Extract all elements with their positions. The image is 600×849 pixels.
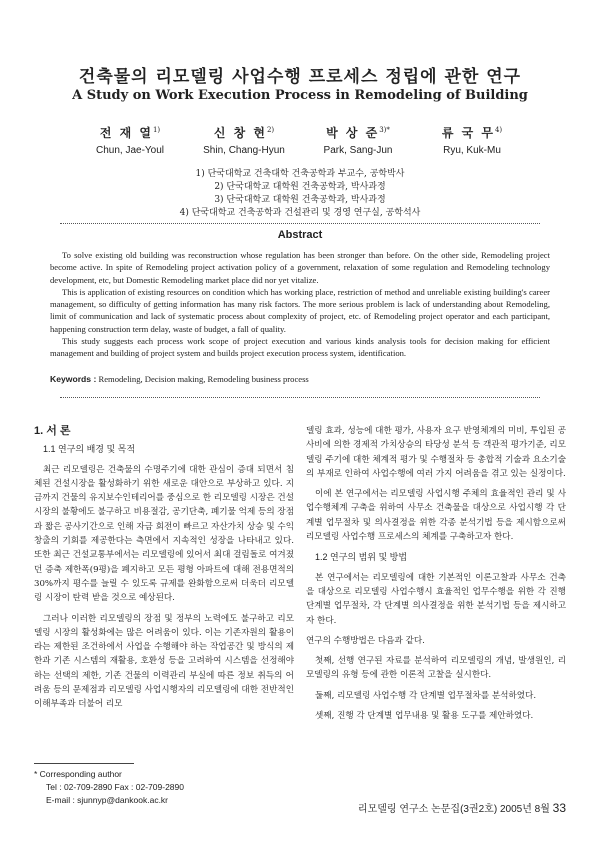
footnote-corresponding: * Corresponding author: [34, 769, 122, 779]
keywords-label: Keywords :: [50, 374, 97, 384]
author-3-name-en: Park, Sang-Jun: [323, 145, 393, 156]
method-item-2: 둘째, 리모델링 사업수행 각 단계별 업무절차를 분석하였다.: [315, 690, 537, 701]
affiliation-3: 3) 단국대학교 대학원 건축공학과, 박사과정: [214, 195, 386, 205]
method-item-3: 셋째, 진행 각 단계별 업무내용 및 활용 도구를 제안하였다.: [315, 711, 534, 722]
section-1-2-heading: 1.2 연구의 범위 및 방법: [315, 552, 408, 563]
abstract-bottom-divider: [60, 397, 540, 398]
abstract-paragraph-3: This study suggests each process work scope of project execution and various kinds analysis tools for decision making for efficient management and building of project system and builds project execution process system, identification.: [50, 336, 550, 359]
section-1-heading: 1. 서 론: [34, 425, 71, 437]
section-1-1-paragraph-3: 델링 효과, 성능에 대한 평가, 사용자 요구 반영체계의 미비, 투입된 공사비에 의한 경제적 가치상승의 타당성 분석 등 객관적 평가기준, 리모델링 주기에 대한 체계적 평가 및 수행절차 등 총합적 기술과 요소기술의 부재로 인하여 사업수행에 여러 가지 어려움을 겪고 있는 실정이다.: [306, 426, 566, 479]
paper-title-english: A Study on Work Execution Process in Remodeling of Building: [72, 88, 528, 103]
author-1-mark: 1): [152, 126, 161, 134]
section-1-1-paragraph-1: 최근 리모델링은 건축물의 수명주기에 대한 관심이 증대 되면서 침체된 건설시장을 활성화하기 위한 새로운 대안으로 부상하고 있다. 지금까지 건물의 유지보수인테리어를 중심으로 한 리모델링 시장은 건설시장의 불황에도 불구하고 비용절감, 공기단축, 폐기물 억제 등의 장점과 짧은 공사기간으로 인해 자금 회전이 빠르고 자산가치 상승 및 수익창출의 기회를 제공한다는 측면에서 지속적인 성장을 나타내고 있다. 또한 최근 건설교통부에서는 리모델링에 있어서 최대 걸림돌로 여겨졌던 증축 제한폭(9평)을 폐지하고 모든 평형 아파트에 대해 전용면적의 30%까지 평수를 늘릴 수 있도록 규제를 완화함으로써 더욱더 리모델링 시장이 탄력 받을 것으로 예상된다.: [34, 464, 294, 604]
author-4-name-en: Ryu, Kuk-Mu: [443, 145, 501, 156]
footnote-phone: Tel : 02-709-2890 Fax : 02-709-2890: [46, 782, 184, 792]
section-1-2-paragraph-2: 연구의 수행방법은 다음과 같다.: [306, 635, 425, 646]
affiliation-list: [0, 168, 600, 220]
author-4-mark: 4): [494, 126, 503, 134]
author-2-mark: 2): [266, 126, 275, 134]
keywords-text: Remodeling, Decision making, Remodeling business process: [96, 374, 309, 384]
footnote: [34, 768, 294, 807]
journal-info: 리모델링 연구소 논문집(3권2호) 2005년 8월: [357, 804, 550, 815]
author-4: [402, 124, 542, 156]
footnote-divider: [34, 763, 134, 764]
section-1-1-heading: 1.1 연구의 배경 및 목적: [43, 444, 136, 455]
footnote-email: E-mail : sjunnyp@dankook.ac.kr: [46, 795, 169, 805]
abstract-paragraph-2: This is application of existing resources on condition which has working place, restriction of method and unreliable existing building's career management, so difficulty of getting information has many risk factors. The more serious problem is lack of understanding about Remodeling, limit of communication and lack of systematic process about complexity of project, etc. of Remodeling project operator and each participant, happening construction term delay, waste of budget, a fall of quality.: [50, 286, 550, 334]
abstract-top-divider: [60, 223, 540, 224]
affiliation-2: 2) 단국대학교 대학원 건축공학과, 박사과정: [214, 182, 386, 192]
author-2-name-ko: 신 창 현: [213, 126, 267, 140]
abstract-heading: Abstract: [277, 229, 323, 241]
section-1-2-paragraph-1: 본 연구에서는 리모델링에 대한 기본적인 이론고찰과 사무소 건축을 대상으로 리모델링 사업수행시 효율적인 업무수행을 위한 각 진행단계별 업무절차, 각 단계별 의사결정을 위한 분석기법 등을 제시하고자 한다.: [306, 572, 566, 626]
author-1-name-ko: 전 재 열: [99, 126, 153, 140]
author-3-mark: 3)*: [379, 126, 390, 134]
left-column: [34, 424, 294, 718]
abstract-paragraph-1: To solve existing old building was reconstruction whose regulation has been stronger than before. On the other side, Remodeling project become active. In spite of Remodeling project activation policy of a government, relaxation of some regulation and Remodeling technology development, etc, but Domestic Remodeling market place did nor yet vitalize.: [50, 250, 550, 285]
method-item-1: 첫째, 선행 연구된 자료를 분석하여 리모델링의 개념, 발생원인, 리모델링의 유형 등에 관한 이론적 고찰을 실시한다.: [306, 656, 566, 681]
author-4-name-ko: 류 국 무: [441, 126, 495, 140]
page-number: 33: [552, 801, 566, 815]
affiliation-4: 4) 단국대학교 건축공학과 건설관리 및 경영 연구실, 공학석사: [179, 208, 421, 218]
page-footer: [358, 800, 566, 815]
section-1-1-paragraph-2: 그러나 이러한 리모델링의 장점 및 정부의 노력에도 불구하고 리모델링 시장의 활성화에는 많은 어려움이 있다. 이는 기존자원의 활용이라는 제한된 조건하에서 사업을 수행해야 하는 작업공간 및 방식의 제한과 기존 시스템의 재활용, 호환성 등을 고려하여 시스템을 선정해야 하는 선택의 제한, 기존 건물의 이력관리 부실에 따른 정보 취득의 어려움 등의 문제점과 리모델링 사업시행자의 리모델링에 대한 전반적인 이해부족과 더불어 리모: [34, 613, 294, 710]
affiliation-1: 1) 단국대학교 건축대학 건축공학과 부교수, 공학박사: [195, 169, 405, 179]
keywords: [50, 374, 550, 384]
author-3-name-ko: 박 상 준: [326, 126, 380, 140]
author-1-name-en: Chun, Jae-Youl: [95, 145, 164, 156]
paper-title-korean: 건축물의 리모델링 사업수행 프로세스 정립에 관한 연구: [78, 67, 522, 87]
section-1-1-paragraph-4: 이에 본 연구에서는 리모델링 사업시행 주체의 효율적인 관리 및 사업수행체계 구축을 위하여 사무소 건축물을 대상으로 사업시행 각 단계별 업무절차 및 의사결정을 위한 각종 분석기법 등을 제시함으로써 리모델링 사업수행 프로세스의 체계를 구축하고자 한다.: [306, 489, 566, 543]
abstract-body: [50, 249, 550, 360]
right-column: [306, 424, 566, 729]
author-2-name-en: Shin, Chang-Hyun: [203, 145, 285, 156]
